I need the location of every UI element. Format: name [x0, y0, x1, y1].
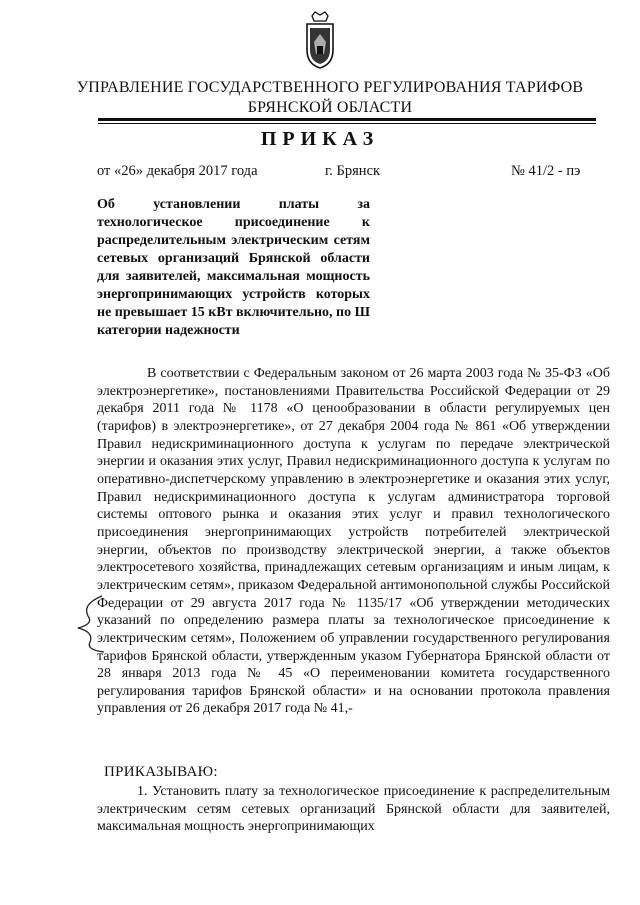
- document-date: от «26» декабря 2017 года: [97, 163, 258, 179]
- order-item-1: 1. Установить плату за технологическое присоединение к распределительным электрическим сетям сетевых организаций Брянской области для заявителей, максимальная мощность энергопринимающих: [97, 784, 610, 835]
- document-subject: Об установлении платы за технологическое присоединение к распределительным электрическим сетям сетевых организаций Брянской области для заявителей, максимальная мощность энергопринимающих устройств которых не превышает 15 кВт включительно, по Ш категории надежности: [97, 197, 370, 338]
- handwritten-mark-icon: [68, 594, 108, 654]
- order-directive-word: ПРИКАЗЫВАЮ:: [104, 764, 218, 780]
- document-city: г. Брянск: [325, 163, 381, 179]
- header-rule-thin: [98, 123, 596, 124]
- organization-line-1: УПРАВЛЕНИЕ ГОСУДАРСТВЕННОГО РЕГУЛИРОВАНИЯ ТАРИФОВ: [76, 79, 584, 96]
- organization-title: [60, 78, 600, 118]
- document-type-heading: ПРИКАЗ: [260, 128, 380, 150]
- organization-line-2: БРЯНСКОЙ ОБЛАСТИ: [247, 99, 413, 116]
- coat-of-arms-icon: [300, 10, 340, 70]
- header-rule-thick: [98, 118, 596, 121]
- document-number: № 41/2 - пэ: [511, 163, 581, 179]
- preamble-paragraph: В соответствии с Федеральным законом от 26 марта 2003 года № 35-ФЗ «Об электроэнергетике», постановлениями Правительства Российской Федерации от 29 декабря 2011 года № 1178 «О ценообразовании в области регулируемых цен (тарифов) в электроэнергетике», от 27 декабря 2004 года № 861 «Об утверждении Правил недискриминационного доступа к услугам по передаче электрической энергии и оказания этих услуг, Правил недискриминационного доступа к услугам по оперативно-диспетчерскому управлению в электроэнергетике и оказания этих услуг, Правил недискриминационного доступа к услугам администратора торговой системы оптового рынка и оказания этих услуг и правил технологического присоединения энергопринимающих устройств потребителей электрической энергии, объектов по производству электрической энергии, а также объектов электросетевого хозяйства, принадлежащих сетевым организациям и иным лицам, к электрическим сетям», приказом Федеральной антимонопольной службы Российской Федерации от 29 августа 2017 года № 1135/17 «Об утверждении методических указаний по определению размера платы за технологическое присоединение к электрическим сетям», Положением об управлении государственного регулирования тарифов Брянской области, утвержденным указом Губернатора Брянской области от 28 января 2013 года № 45 «О переименовании комитета государственного регулирования тарифов Брянской области» и на основании протокола правления управления от 26 декабря 2017 года № 41,-: [97, 366, 610, 717]
